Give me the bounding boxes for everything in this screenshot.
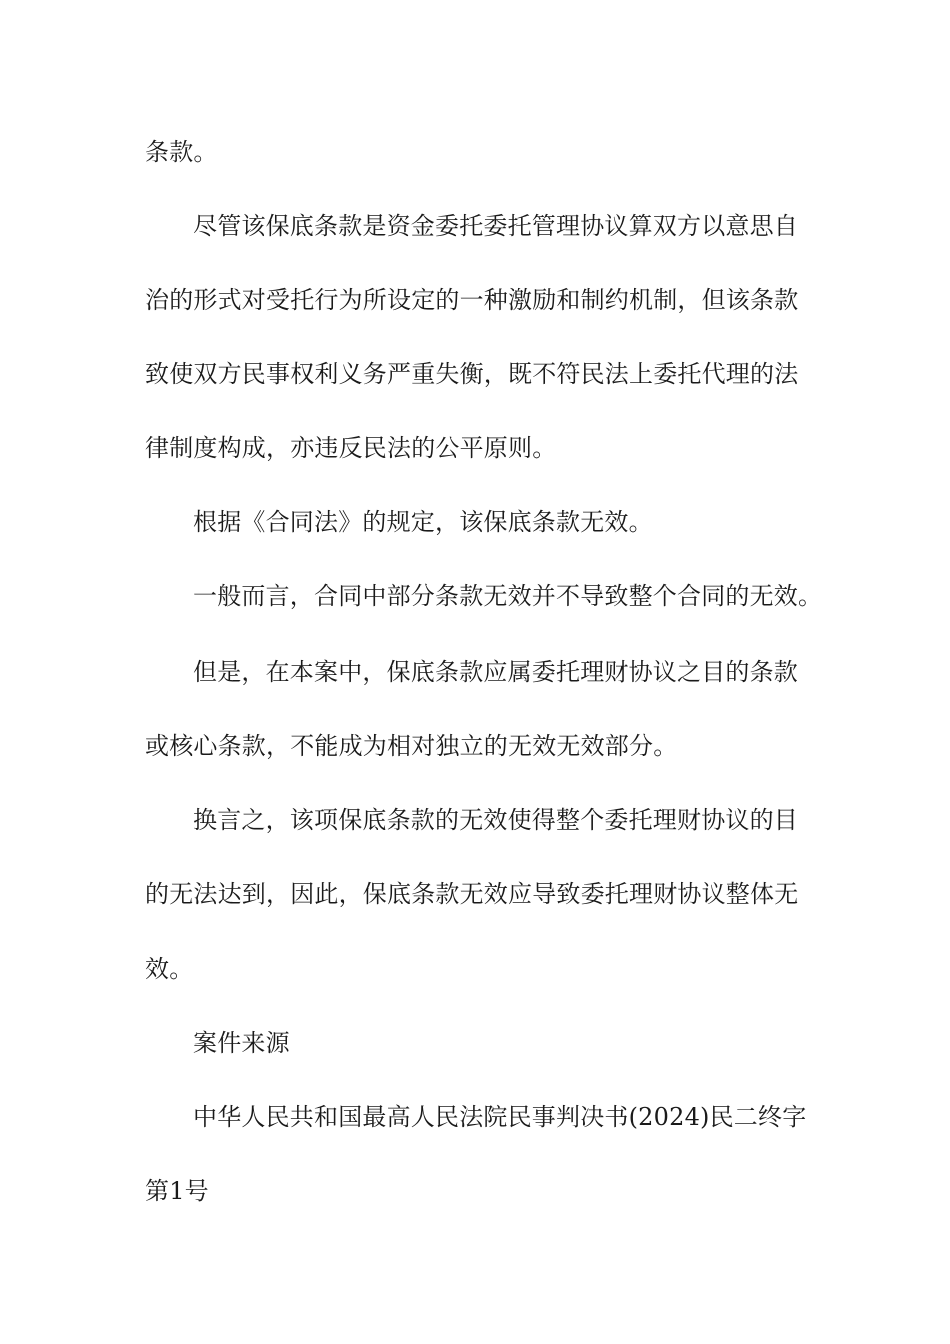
text-line: 根据《合同法》的规定，该保底条款无效。 [193, 508, 653, 536]
text-line: 律制度构成，亦违反民法的公平原则。 [145, 434, 557, 462]
text-line: 效。 [145, 955, 194, 983]
text-line: 换言之，该项保底条款的无效使得整个委托理财协议的目 [193, 806, 798, 834]
text-line: 第1号 [145, 1177, 209, 1205]
text-line: 中华人民共和国最高人民法院民事判决书(2024)民二终字 [193, 1103, 807, 1131]
text-line: 或核心条款，不能成为相对独立的无效无效部分。 [145, 732, 678, 760]
text-line: 但是，在本案中，保底条款应属委托理财协议之目的条款 [193, 658, 798, 686]
text-line: 一般而言，合同中部分条款无效并不导致整个合同的无效。 [193, 582, 823, 610]
text-line: 致使双方民事权利义务严重失衡，既不符民法上委托代理的法 [145, 360, 799, 388]
section-heading: 案件来源 [193, 1029, 290, 1057]
text-line: 治的形式对受托行为所设定的一种激励和制约机制，但该条款 [145, 286, 799, 314]
text-line: 条款。 [145, 138, 218, 166]
text-line: 尽管该保底条款是资金委托委托管理协议算双方以意思自 [193, 212, 798, 240]
text-line: 的无法达到，因此，保底条款无效应导致委托理财协议整体无 [145, 880, 799, 908]
